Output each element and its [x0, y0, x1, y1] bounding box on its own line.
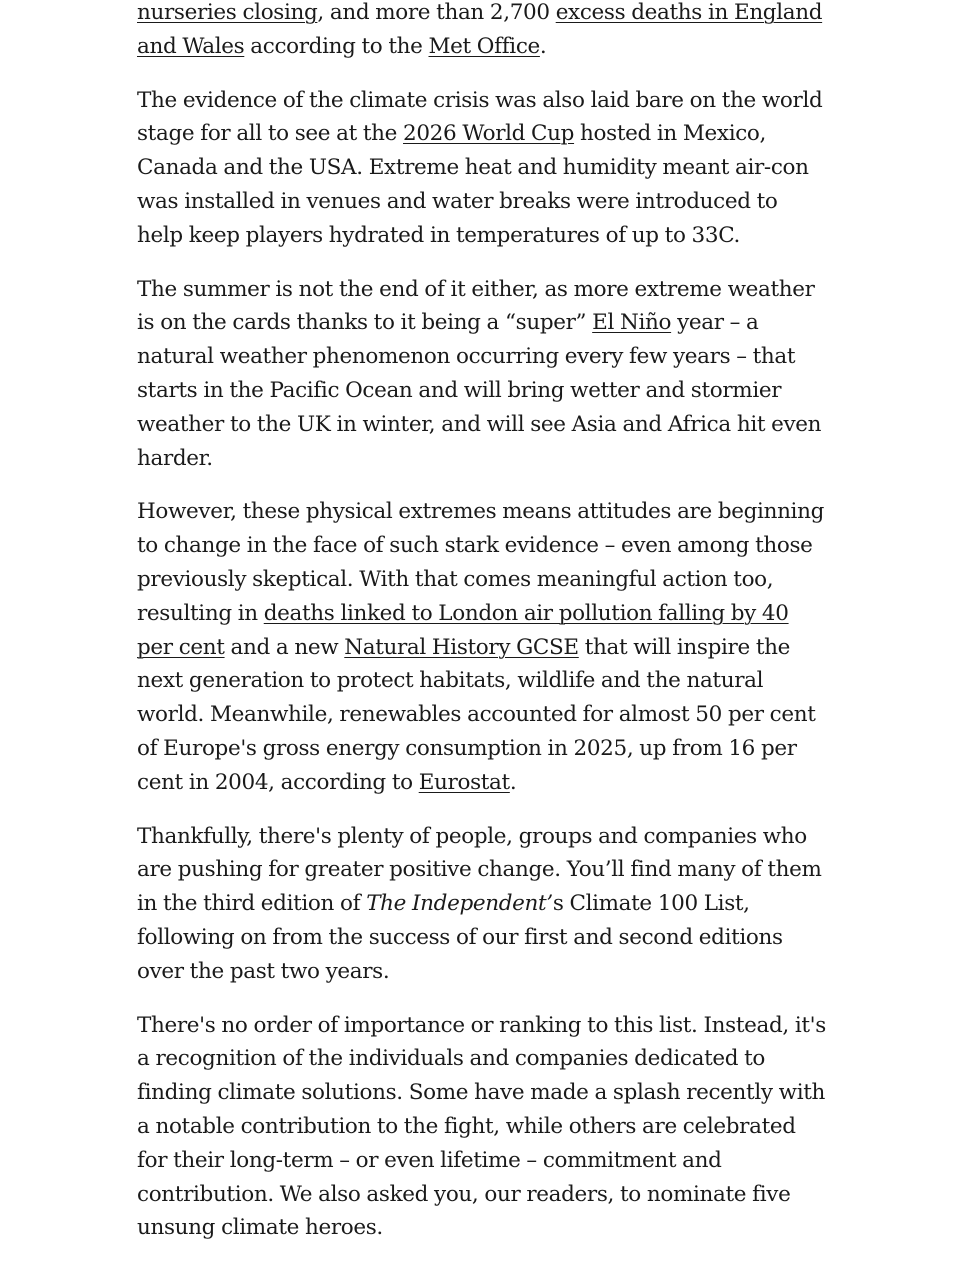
text-span: year – a natural weather phenomenon occurring every few years – that starts in the Pacific Ocean and will bring wetter and stormier weather to the UK in winter, and will see Asia and Africa hit even harder. [137, 310, 822, 471]
text-span: The summer is not the end of it either, as more extreme weather is on the cards thanks to it being a “super” [137, 276, 815, 336]
article-body [137, 0, 827, 1265]
link-world-cup[interactable]: 2026 World Cup [403, 121, 575, 147]
text-span: hosted in Mexico, Canada and the USA. Extreme heat and humidity meant air-con was installed in venues and water breaks were introduced to help keep players hydrated in temperatures of up to 33C. [137, 121, 809, 248]
text-span: and a new [224, 634, 345, 660]
text-span: s Climate 100 List, following on from the success of our first and second editions over the past two years. [137, 891, 783, 984]
text-span: Thankfully, there's plenty of people, groups and companies who are pushing for greater positive change. You’ll find many of them in the third edition of [137, 823, 822, 917]
text-span: according to the [244, 33, 429, 59]
text-span: , and more than 2,700 [317, 0, 556, 25]
link-met-office[interactable]: Met Office [428, 33, 540, 59]
link-natural-history-gcse[interactable]: Natural History GCSE [344, 634, 579, 660]
text-span: However, these physical extremes means attitudes are beginning to change in the face of such stark evidence – even among those previously skeptical. With that comes meaningful action too, resulting in [137, 499, 824, 626]
link-excess-deaths[interactable]: excess deaths in England and Wales [137, 0, 823, 59]
link-eurostat[interactable]: Eurostat [418, 769, 510, 795]
paragraph-world-cup [137, 84, 827, 253]
link-air-pollution-deaths[interactable]: deaths linked to London air pollution falling by 40 per cent [137, 600, 789, 660]
paragraph-no-ranking [137, 1009, 827, 1246]
text-span: . [509, 769, 517, 795]
text-span: that will inspire the next generation to protect habitats, wildlife and the natural world. Meanwhile, renewables accounted for almost 50 per cent of Europe's gross energy consumption in 2025, up from 16 per cent in 2004, according to [137, 634, 816, 795]
paragraph-attitudes-change [137, 495, 827, 799]
text-span: There's no order of importance or ranking to this list. Instead, it's a recognition of the individuals and companies dedicated to finding climate solutions. Some have made a splash recently with a notable contribution to the fight, while others are celebrated for their long-term – or even lifetime – commitment and contribution. We also asked you, our readers, to nominate five unsung climate heroes. [137, 1012, 826, 1241]
paragraph-climate-100-list [137, 820, 827, 989]
link-el-nino[interactable]: El Niño [592, 310, 672, 336]
text-span: . [539, 33, 547, 59]
paragraph-heatwave-impacts [137, 0, 827, 64]
link-nurseries-closing[interactable]: nurseries closing [137, 0, 318, 25]
paragraph-el-nino [137, 273, 827, 476]
text-span: The evidence of the climate crisis was also laid bare on the world stage for all to see at the [137, 87, 823, 147]
publication-name: The Independent’ [366, 891, 553, 917]
